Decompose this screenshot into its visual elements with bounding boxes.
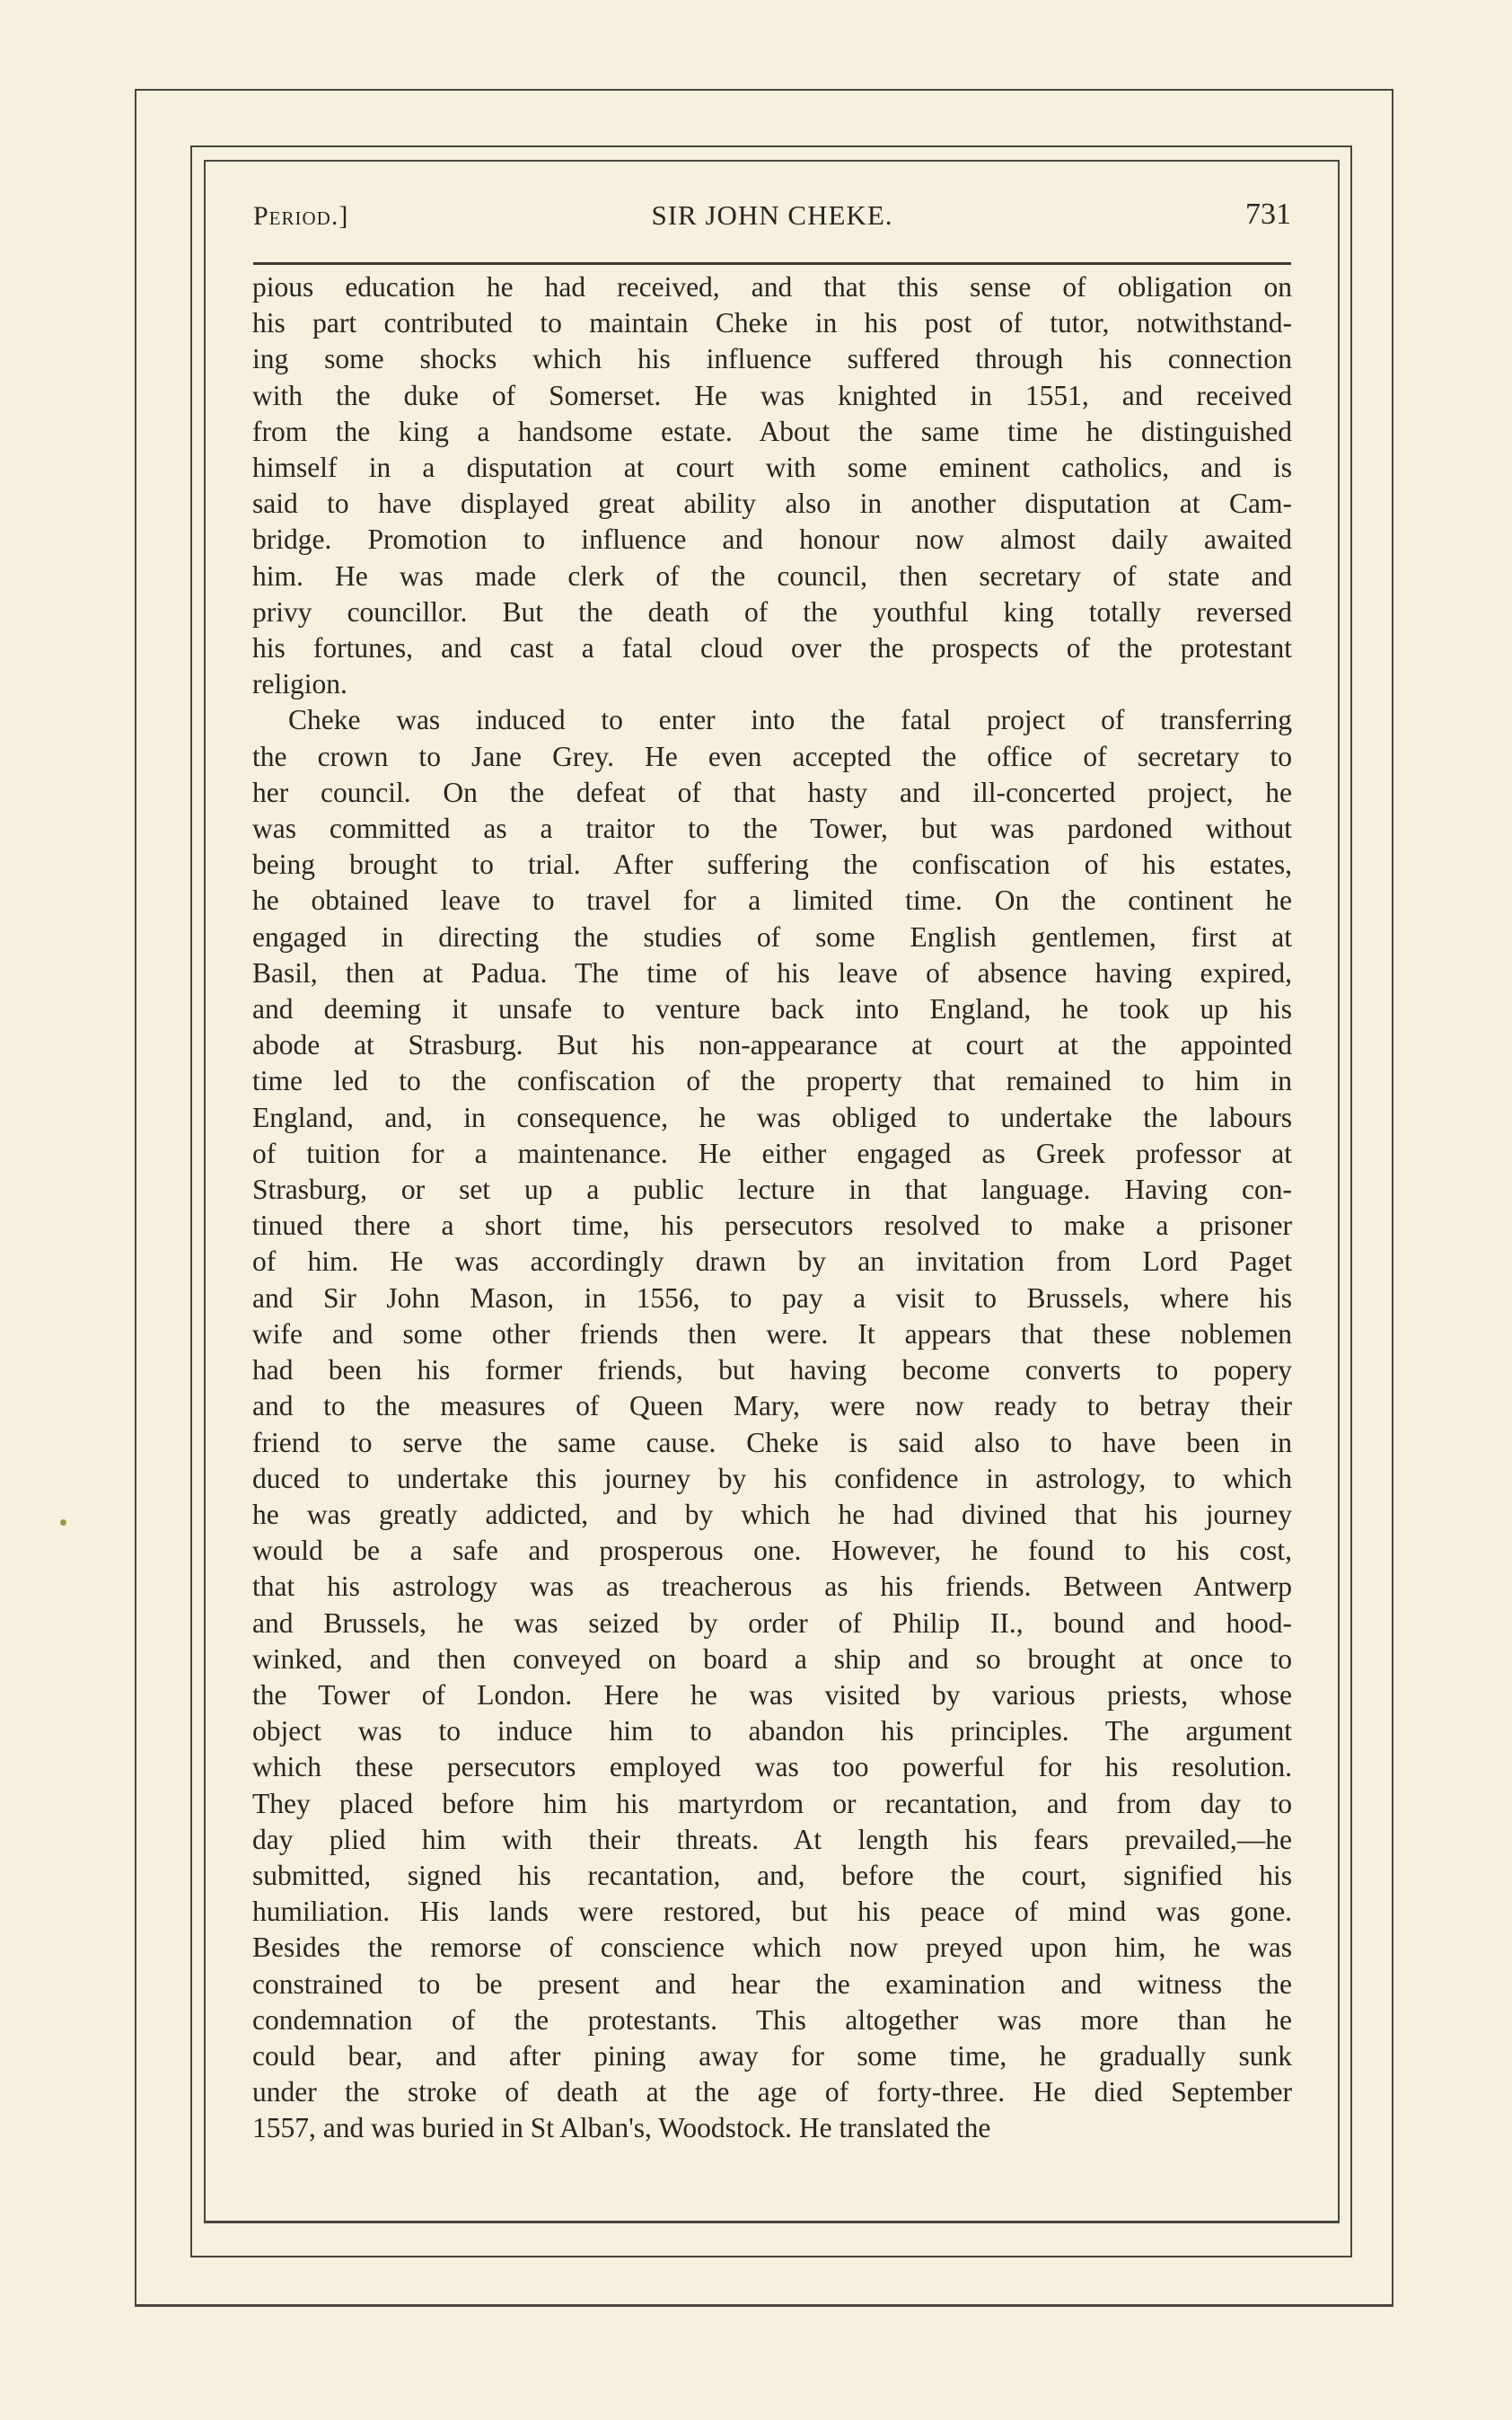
text-line: himself in a disputation at court with some eminent catholics, and is (252, 452, 1292, 484)
text-line: duced to undertake this journey by his confidence in astrology, to which (252, 1462, 1292, 1494)
text-line: They placed before him his martyrdom or recantation, and from day to (252, 1787, 1292, 1819)
text-line: humiliation. His lands were restored, but his peace of mind was gone. (252, 1896, 1292, 1928)
running-head-title: SIR JOHN CHEKE. (651, 199, 893, 231)
text-line: Cheke was induced to enter into the fatal project of transferring (288, 704, 1292, 736)
text-line: and Brussels, he was seized by order of Philip II., bound and hood- (252, 1606, 1292, 1639)
text-line: under the stroke of death at the age of forty-three. He died September (252, 2076, 1292, 2108)
text-line: he obtained leave to travel for a limited time. On the continent he (252, 884, 1292, 917)
text-line: wife and some other friends then were. It appears that these noblemen (252, 1317, 1292, 1350)
paper-speck (60, 1519, 66, 1526)
text-line: had been his former friends, but having become converts to popery (252, 1354, 1292, 1386)
text-line: object was to induce him to abandon his principles. The argument (252, 1715, 1292, 1747)
text-line: winked, and then conveyed on board a ship and so brought at once to (252, 1642, 1292, 1675)
text-line: ing some shocks which his influence suffered through his connection (252, 343, 1292, 375)
text-line: his part contributed to maintain Cheke in his post of tutor, notwithstand- (252, 307, 1292, 339)
text-line: tinued there a short time, his persecutors resolved to make a prisoner (252, 1210, 1292, 1242)
text-line: of tuition for a maintenance. He either engaged as Greek professor at (252, 1137, 1292, 1169)
text-line: abode at Strasburg. But his non-appearance at court at the appointed (252, 1029, 1292, 1061)
page-number: 731 (1245, 198, 1291, 231)
text-line: England, and, in consequence, he was obliged to undertake the labours (252, 1101, 1292, 1133)
text-line: said to have displayed great ability also in another disputation at Cam- (252, 488, 1292, 520)
body-text (252, 269, 1292, 2147)
text-line: Basil, then at Padua. The time of his leave of absence having expired, (252, 956, 1292, 989)
text-line: day plied him with their threats. At length his fears prevailed,—he (252, 1823, 1292, 1855)
text-line: was committed as a traitor to the Tower, but was pardoned without (252, 813, 1292, 845)
text-line: and deeming it unsafe to venture back into England, he took up his (252, 993, 1292, 1025)
text-line: of him. He was accordingly drawn by an invitation from Lord Paget (252, 1245, 1292, 1278)
text-line: him. He was made clerk of the council, then secretary of state and (252, 559, 1292, 592)
text-line: being brought to trial. After suffering the confiscation of his estates, (252, 849, 1292, 881)
text-line: which these persecutors employed was too powerful for his resolution. (252, 1751, 1292, 1783)
text-line: privy councillor. But the death of the youthful king totally reversed (252, 595, 1292, 628)
header-rule (253, 262, 1291, 265)
running-head-left: Period.] (253, 201, 349, 231)
text-line: that his astrology was as treacherous as his friends. Between Antwerp (252, 1571, 1292, 1603)
text-line: and to the measures of Queen Mary, were now ready to betray their (252, 1390, 1292, 1422)
text-line: submitted, signed his recantation, and, before the court, signified his (252, 1859, 1292, 1891)
text-line: Strasburg, or set up a public lecture in that language. Having con- (252, 1174, 1292, 1206)
text-line: engaged in directing the studies of some English gentlemen, first at (252, 920, 1292, 953)
text-line: condemnation of the protestants. This altogether was more than he (252, 2003, 1292, 2036)
text-line: religion. (252, 668, 347, 700)
running-head (253, 196, 1291, 246)
text-line: he was greatly addicted, and by which he had divined that his journey (252, 1498, 1292, 1530)
text-line: Besides the remorse of conscience which now preyed upon him, he was (252, 1932, 1292, 1964)
text-line: from the king a handsome estate. About the same time he distinguished (252, 415, 1292, 447)
text-line: the crown to Jane Grey. He even accepted the office of secretary to (252, 740, 1292, 772)
text-line: bridge. Promotion to influence and honour now almost daily awaited (252, 524, 1292, 556)
paragraph (252, 702, 1292, 2146)
text-line: friend to serve the same cause. Cheke is said also to have been in (252, 1426, 1292, 1458)
text-line: constrained to be present and hear the examination and witness the (252, 1967, 1292, 2000)
text-line: with the duke of Somerset. He was knighted in 1551, and received (252, 379, 1292, 411)
text-line: would be a safe and prosperous one. However, he found to his cost, (252, 1535, 1292, 1567)
text-line: 1557, and was buried in St Alban's, Woodstock. He translated the (252, 2112, 991, 2144)
text-line: time led to the confiscation of the property that remained to him in (252, 1065, 1292, 1097)
text-line: could bear, and after pining away for some time, he gradually sunk (252, 2039, 1292, 2072)
text-line: his fortunes, and cast a fatal cloud over the prospects of the protestant (252, 632, 1292, 664)
text-line: pious education he had received, and that this sense of obligation on (252, 271, 1292, 303)
text-line: the Tower of London. Here he was visited by various priests, whose (252, 1678, 1292, 1711)
text-line: and Sir John Mason, in 1556, to pay a visit to Brussels, where his (252, 1281, 1292, 1314)
text-line: her council. On the defeat of that hasty and ill-concerted project, he (252, 776, 1292, 808)
paragraph (252, 269, 1292, 702)
